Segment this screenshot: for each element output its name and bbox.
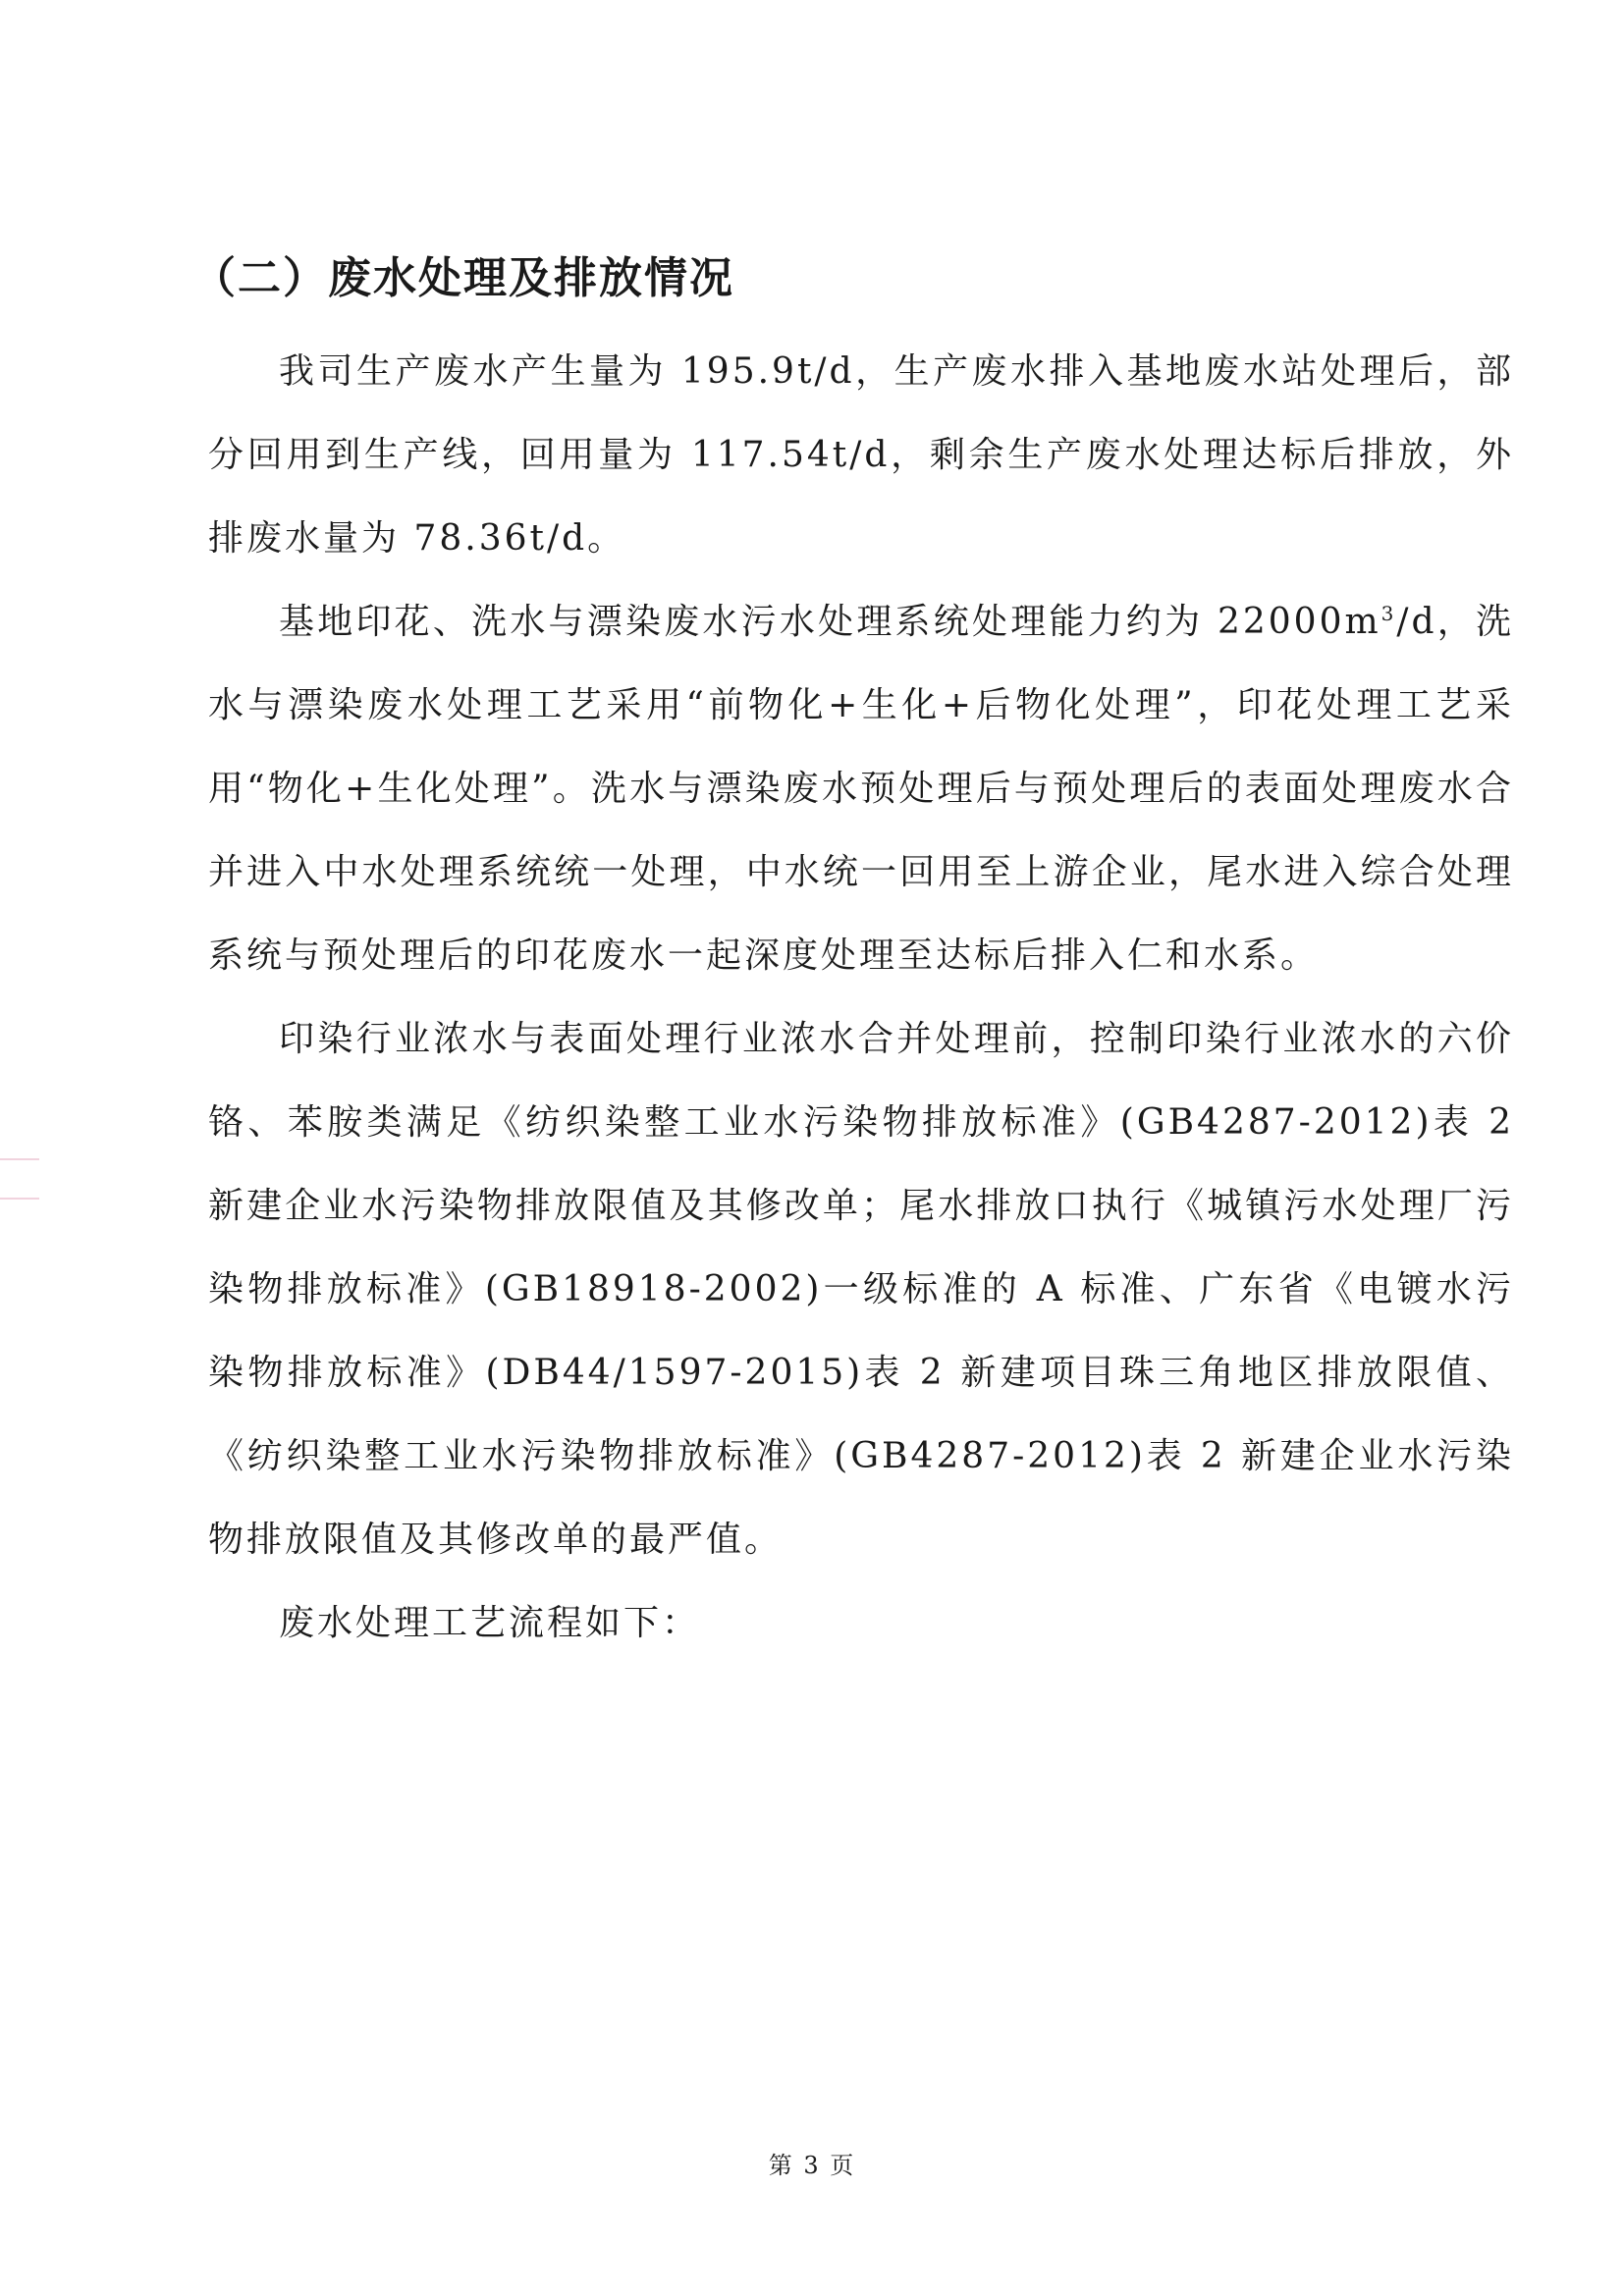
- section-heading: （二）废水处理及排放情况: [192, 253, 734, 303]
- scan-margin-mark: [0, 1158, 39, 1160]
- paragraph-text: /d，洗水与漂染废水处理工艺采用“前物化+生化+后物化处理”，印花处理工艺采用“物化+生化处理”。洗水与漂染废水预处理后与预处理后的表面处理废水合并进入中水处理系统统一处理，中水统一回用至上游企业，尾水进入综合处理系统与预处理后的印花废水一起深度处理至达标后排入仁和水系。: [208, 602, 1514, 976]
- paragraph-text: 基地印花、洗水与漂染废水污水处理系统处理能力约为 22000m: [279, 602, 1381, 642]
- superscript-exponent: 3: [1380, 602, 1397, 625]
- scan-margin-mark: [0, 1198, 39, 1200]
- page-number: 第 3 页: [768, 2152, 856, 2179]
- paragraph-treatment-system: [208, 580, 1514, 997]
- paragraph-wastewater-volume: 我司生产废水产生量为 195.9t/d，生产废水排入基地废水站处理后，部分回用到生产线，回用量为 117.54t/d，剩余生产废水处理达标后排放，外排废水量为 78.36t/d。: [208, 351, 1514, 559]
- paragraph-process-flow-intro: 废水处理工艺流程如下：: [279, 1603, 701, 1643]
- paragraph-discharge-standards: 印染行业浓水与表面处理行业浓水合并处理前，控制印染行业浓水的六价铬、苯胺类满足《纺织染整工业水污染物排放标准》(GB4287-2012)表 2 新建企业水污染物排放限值及其修改单；尾水排放口执行《城镇污水处理厂污染物排放标准》(GB18918-2002)一级标准的 A 标准、广东省《电镀水污染物排放标准》(DB44/1597-2015)表 2 新建项目珠三角地区排放限值、《纺织染整工业水污染物排放标准》(GB4287-2012)表 2 新建企业水污染物排放限值及其修改单的最严值。: [208, 1019, 1514, 1560]
- body-text: [208, 330, 1514, 1665]
